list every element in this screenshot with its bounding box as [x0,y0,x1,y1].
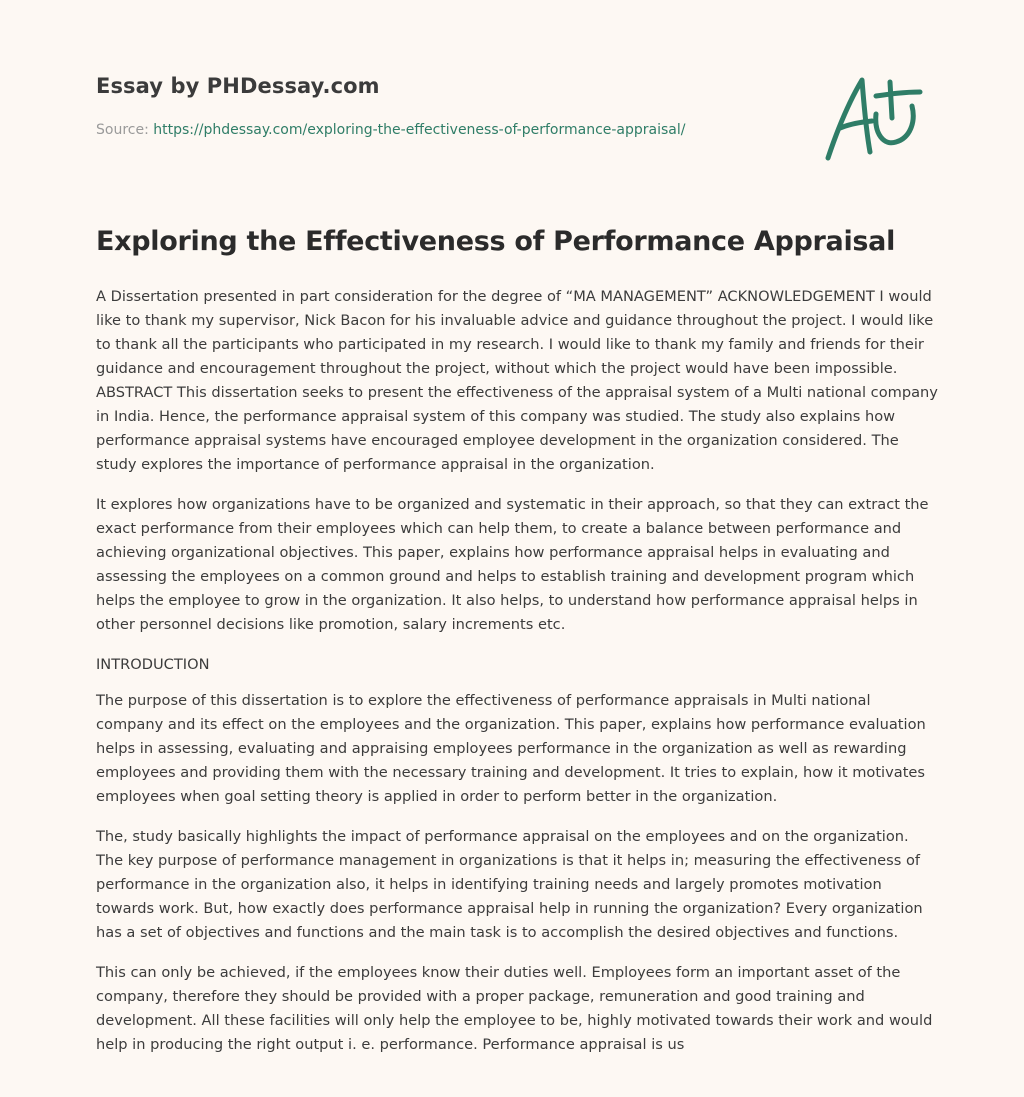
paragraph: A Dissertation presented in part consideration for the degree of “MA MANAGEMENT” ACKNOWLEDGEMENT I would like to thank my supervisor, Nick Bacon for his invaluable advice and guidance throughout the project. I would like to thank all the participants who participated in my research. I would like to thank my family and friends for their guidance and encouragement throughout the project, without which the project would have been impossible. ABSTRACT This dissertation seeks to present the effectiveness of the appraisal system of a Multi national company in India. Hence, the performance appraisal system of this company was studied. The study also explains how performance appraisal systems have encouraged employee development in the organization considered. The study explores the importance of performance appraisal in the organization. [96,288,938,473]
brand-name: Essay by PHDessay.com [96,74,380,98]
page-header [96,74,796,138]
paragraph: The, study basically highlights the impact of performance appraisal on the employees and on the organization. The key purpose of performance management in organizations is that it helps in; measuring the effectiveness of performance in the organization also, it helps in identifying training needs and largely promotes motivation towards work. But, how exactly does performance appraisal help in running the organization? Every organization has a set of objectives and functions and the main task is to accomplish the desired objectives and functions. [96,828,923,941]
source-link[interactable]: https://phdessay.com/exploring-the-effectiveness-of-performance-appraisal/ [153,122,686,138]
paragraph: It explores how organizations have to be organized and systematic in their approach, so that they can extract the exact performance from their employees which can help them, to create a balance between performance and achieving organizational objectives. This paper, explains how performance appraisal helps in evaluating and assessing the employees on a common ground and helps to establish training and development program which helps the employee to grow in the organization. It also helps, to understand how performance appraisal helps in other personnel decisions like promotion, salary increments etc. [96,496,929,633]
paragraph: The purpose of this dissertation is to explore the effectiveness of performance appraisals in Multi national company and its effect on the employees and the organization. This paper, explains how performance evaluation helps in assessing, evaluating and appraising employees performance in the organization as well as rewarding employees and providing them with the necessary training and development. It tries to explain, how it motivates employees when goal setting theory is applied in order to perform better in the organization. [96,692,926,805]
article-title: Exploring the Effectiveness of Performance Appraisal [96,226,896,257]
section-heading: INTRODUCTION [96,656,210,673]
article-body [96,285,938,1073]
source-label: Source: [96,122,149,138]
paragraph: This can only be achieved, if the employees know their duties well. Employees form an important asset of the company, therefore they should be provided with a proper package, remuneration and good training and development. All these facilities will only help the employee to be, highly motivated towards their work and would help in producing the right output i. e. performance. Performance appraisal is us [96,964,933,1053]
source-line [96,122,796,138]
a-plus-grade-icon [820,66,930,166]
